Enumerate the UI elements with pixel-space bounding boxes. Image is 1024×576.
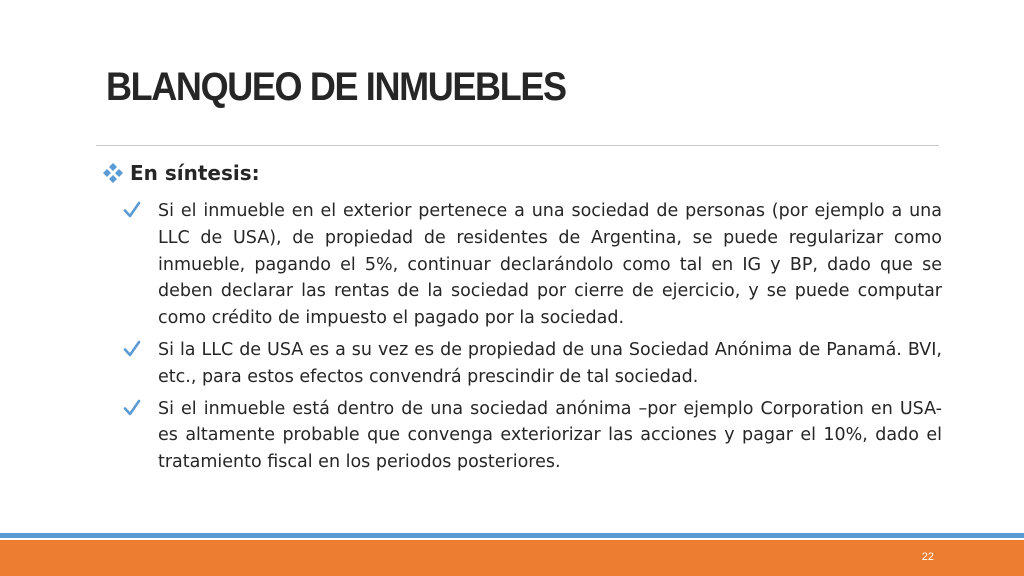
footer-accent-stripe xyxy=(0,533,1024,538)
slide-content xyxy=(102,156,942,481)
diamond-quad-icon xyxy=(102,162,124,184)
slide-title: BLANQUEO DE INMUEBLES xyxy=(106,65,566,109)
list-item xyxy=(102,396,942,476)
bullet-text: Si la LLC de USA es a su vez es de propiedad de una Sociedad Anónima de Panamá. BVI, etc., para estos efectos convendrá prescindir de tal sociedad. xyxy=(158,339,942,387)
checkmark-icon xyxy=(122,200,142,220)
bullet-list xyxy=(102,198,942,476)
section-heading xyxy=(102,156,942,190)
bullet-text: Si el inmueble está dentro de una sociedad anónima –por ejemplo Corporation en USA- es altamente probable que convenga exteriorizar las acciones y pagar el 10%, dado el tratamiento fiscal en los periodos posteriores. xyxy=(158,398,942,473)
checkmark-icon xyxy=(122,398,142,418)
bullet-text: Si el inmueble en el exterior pertenece a una sociedad de personas (por ejemplo a una LLC de USA), de propiedad de residentes de Argentina, se puede regularizar como inmueble, pagando el 5%, continuar declarándolo como tal en IG y BP, dado que se deben declarar las rentas de la sociedad por cierre de ejercicio, y se puede computar como crédito de impuesto el pagado por la sociedad. xyxy=(158,201,942,329)
title-divider xyxy=(96,145,939,146)
list-item xyxy=(102,337,942,391)
footer-bar xyxy=(0,540,1024,576)
checkmark-icon xyxy=(122,339,142,359)
section-heading-text: En síntesis: xyxy=(130,161,260,185)
page-number: 22 xyxy=(921,551,934,563)
list-item xyxy=(102,198,942,332)
